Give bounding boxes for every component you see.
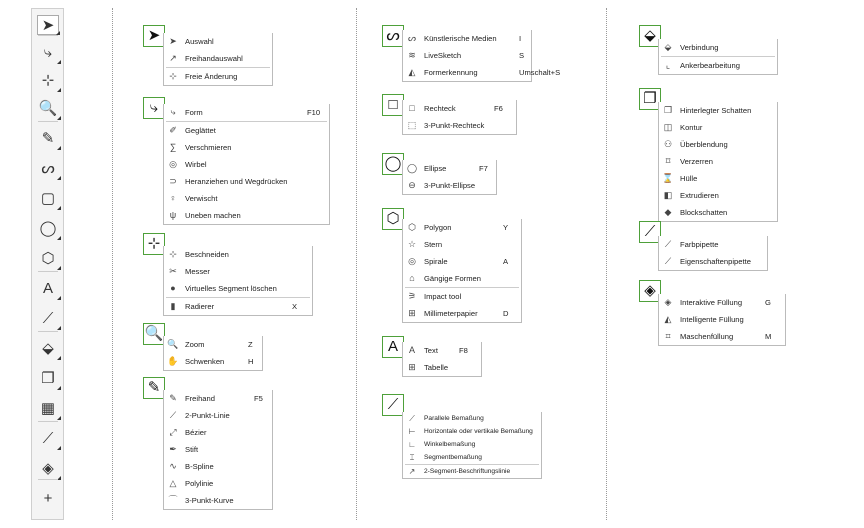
effects-item-0-icon: ❐ (663, 105, 673, 115)
freehand-menu-item-4[interactable] (164, 458, 272, 475)
menu-item-label: 2-Punkt-Linie (185, 411, 230, 420)
shape-item-5-icon: ♀ (169, 193, 177, 203)
text-flyout-menu (402, 342, 482, 377)
connector-menu-item-0[interactable] (659, 39, 777, 56)
freehand-menu-item-5[interactable] (164, 475, 272, 492)
menu-item-label: Künstlerische Medien (424, 34, 497, 43)
eyedropper-flyout-tool-icon[interactable]: ⟋ (639, 221, 661, 243)
menu-item-label: Eigenschaftenpipette (680, 257, 751, 266)
pick-flyout-tool-icon[interactable]: ➤ (143, 25, 165, 47)
flyout-arrow-icon (57, 356, 61, 360)
dimension-menu-item-2[interactable] (403, 438, 541, 451)
polygon-tool-icon[interactable]: ⬡ (37, 249, 59, 269)
menu-item-label: Heranziehen und Wegdrücken (185, 177, 288, 186)
menu-item-shortcut: F10 (307, 108, 321, 117)
menu-item-label: LiveSketch (424, 51, 462, 60)
shape-flyout-tool-icon[interactable]: ⤷ (143, 97, 165, 119)
crop-flyout-menu (163, 246, 313, 316)
menu-item-label: Intelligente Füllung (680, 315, 744, 324)
toolbar-separator (38, 35, 58, 36)
effects-menu-item-6[interactable] (659, 204, 777, 221)
toolbar-separator (38, 271, 58, 272)
freehand-item-3-icon: ✒ (169, 444, 177, 454)
shape-item-4-icon: ⊃ (169, 176, 177, 186)
rectangle-tool-icon[interactable]: ▢ (37, 189, 59, 209)
flyout-arrow-icon (57, 176, 61, 180)
menu-item-label: Polygon (424, 223, 452, 232)
menu-item-label: Zoom (185, 340, 205, 349)
dimension-item-4-icon: ↗ (408, 467, 416, 476)
polygon-menu-item-0[interactable] (403, 219, 521, 236)
ellipse-item-0-icon: ◯ (406, 163, 418, 173)
menu-item-label: Freihand (185, 394, 215, 403)
dimension-item-0-icon: ⟋ (409, 414, 415, 423)
menu-item-label: Hinterlegter Schatten (680, 106, 752, 115)
dimension-flyout-menu (402, 412, 542, 479)
menu-item-label: Text (424, 346, 438, 355)
toolbar-separator (38, 331, 58, 332)
pick-menu-item-0[interactable] (164, 33, 272, 50)
freehand-menu-item-3[interactable] (164, 441, 272, 458)
crop-tool-icon[interactable]: ⊹ (37, 71, 59, 91)
menu-item-shortcut: Umschalt+S (519, 68, 561, 77)
connector-item-1-icon: ⌞ (665, 60, 671, 70)
crop-menu-item-3[interactable] (164, 298, 312, 315)
flyout-arrow-icon (57, 326, 61, 330)
text-menu-item-1[interactable] (403, 359, 481, 376)
menu-item-label: Form (185, 108, 203, 117)
pick-menu-item-2[interactable] (164, 68, 272, 85)
fill-menu-item-2[interactable] (659, 328, 785, 345)
menu-item-label: B-Spline (185, 462, 214, 471)
freehand-tool-icon[interactable]: ✎ (37, 129, 59, 149)
menu-item-label: 3-Punkt-Rechteck (424, 121, 485, 130)
menu-item-label: Parallele Bemaßung (424, 415, 484, 422)
crop-item-3-icon: ▮ (170, 301, 176, 311)
freehand-menu-item-0[interactable] (164, 390, 272, 407)
menu-item-label: Segmentbemaßung (424, 454, 482, 461)
flyout-arrow-icon (57, 206, 61, 210)
dimension-tool-icon[interactable]: ⟋ (37, 309, 59, 329)
menu-item-shortcut: X (292, 302, 298, 311)
artistic-flyout-menu (402, 30, 561, 82)
eyedropper-menu-item-0[interactable] (659, 236, 767, 253)
polygon-item-3-icon: ⌂ (409, 273, 415, 283)
menu-item-label: Impact tool (424, 292, 462, 301)
artistic-menu-item-2[interactable] (403, 64, 561, 81)
menu-item-label: 3-Punkt-Ellipse (424, 181, 476, 190)
fill-item-0-icon: ◈ (664, 297, 672, 307)
polygon-item-4-icon: ⚞ (407, 291, 417, 301)
toolbar-separator (38, 121, 58, 122)
pick-tool-icon[interactable]: ➤ (37, 15, 59, 35)
pick-item-0-icon: ➤ (169, 36, 177, 46)
rectangle-item-1-icon: ⬚ (407, 120, 417, 130)
shape-item-6-icon: ψ (169, 210, 177, 220)
shape-item-2-icon: ∑ (169, 142, 177, 152)
effects-menu-item-3[interactable] (659, 153, 777, 170)
rectangle-flyout-menu (402, 100, 517, 135)
column-divider (356, 8, 357, 520)
eyedropper-menu-item-1[interactable] (659, 253, 767, 270)
flyout-arrow-icon (57, 266, 61, 270)
menu-item-label: Maschenfüllung (680, 332, 734, 341)
text-tool-icon[interactable]: A (37, 279, 59, 299)
shape-menu-item-4[interactable] (164, 173, 329, 190)
fill-menu-item-1[interactable] (659, 311, 785, 328)
zoom-flyout-tool-icon[interactable]: 🔍 (143, 323, 165, 345)
crop-item-0-icon: ⊹ (169, 249, 177, 259)
polygon-item-1-icon: ☆ (407, 239, 417, 249)
transparency-tool-icon[interactable]: ▦ (37, 399, 59, 419)
dimension-item-1-icon: ⊢ (408, 427, 416, 436)
menu-item-label: Extrudieren (680, 191, 719, 200)
menu-item-shortcut: F6 (494, 104, 503, 113)
zoom-menu-item-1[interactable] (164, 353, 262, 370)
menu-item-shortcut: I (519, 34, 522, 43)
freehand-flyout-tool-icon[interactable]: ✎ (143, 377, 165, 399)
shape-item-1-icon: ✐ (169, 125, 177, 135)
menu-item-shortcut: Z (248, 340, 253, 349)
menu-item-label: 2-Segment-Beschriftungslinie (424, 468, 511, 475)
menu-item-label: Farbpipette (680, 240, 719, 249)
rectangle-menu-item-0[interactable] (403, 100, 516, 117)
shape-menu-item-5[interactable] (164, 190, 329, 207)
menu-item-label: Tabelle (424, 363, 449, 372)
menu-item-label: Verschmieren (185, 143, 232, 152)
menu-item-shortcut: D (503, 309, 509, 318)
menu-item-label: Rechteck (424, 104, 456, 113)
ellipse-flyout-tool-icon[interactable]: ◯ (382, 153, 404, 175)
artistic-menu-item-1[interactable] (403, 47, 531, 64)
freehand-menu-item-1[interactable] (164, 407, 272, 424)
connector-item-0-icon: ⬙ (664, 42, 672, 52)
flyout-arrow-icon (57, 386, 61, 390)
polygon-item-2-icon: ◎ (408, 256, 416, 266)
text-menu-item-0[interactable] (403, 342, 481, 359)
polygon-menu-item-5[interactable] (403, 305, 521, 322)
menu-item-label: Radierer (185, 302, 215, 311)
polygon-flyout-menu (402, 219, 522, 323)
pick-menu-item-1[interactable] (164, 50, 272, 67)
menu-item-label: Überblendung (680, 140, 728, 149)
effects-flyout-menu (658, 102, 778, 222)
toolbar-separator (38, 421, 58, 422)
menu-item-label: Ellipse (424, 164, 447, 173)
crop-flyout-tool-icon[interactable]: ⊹ (143, 233, 165, 255)
menu-item-shortcut: S (519, 51, 525, 60)
effects-item-1-icon: ◫ (663, 122, 673, 132)
effects-item-6-icon: ◆ (664, 207, 672, 217)
connector-menu-item-1[interactable] (659, 57, 777, 74)
flyout-arrow-icon (57, 446, 61, 450)
artistic-item-2-icon: ◭ (408, 67, 416, 77)
connector-flyout-tool-icon[interactable]: ⬙ (639, 25, 661, 47)
menu-item-label: Freihandauswahl (185, 54, 243, 63)
menu-item-label: Kontur (680, 123, 703, 132)
menu-item-label: Geglättet (185, 126, 216, 135)
effects-menu-item-4[interactable] (659, 170, 777, 187)
column-divider (112, 8, 113, 520)
freehand-item-0-icon: ✎ (169, 393, 177, 403)
menu-item-label: Uneben machen (185, 211, 241, 220)
crop-menu-item-1[interactable] (164, 263, 312, 280)
shape-menu-item-1[interactable] (164, 122, 329, 139)
menu-item-label: Wirbel (185, 160, 207, 169)
pick-item-2-icon: ⊹ (169, 71, 177, 81)
column-divider (606, 8, 607, 520)
zoom-item-0-icon: 🔍 (167, 339, 179, 349)
menu-item-label: Formerkennung (424, 68, 478, 77)
text-item-1-icon: ⊞ (408, 362, 416, 372)
artistic-item-1-icon: ≋ (408, 50, 416, 60)
effects-flyout-tool-icon[interactable]: ❐ (639, 88, 661, 110)
shape-menu-item-2[interactable] (164, 139, 329, 156)
menu-item-shortcut: G (765, 298, 771, 307)
menu-item-label: Auswahl (185, 37, 214, 46)
polygon-menu-item-3[interactable] (403, 270, 521, 287)
flyout-arrow-icon (57, 88, 61, 92)
text-item-0-icon: A (408, 345, 415, 355)
zoom-flyout-menu (163, 336, 263, 371)
artistic-media-tool-icon[interactable]: ᔕ (37, 159, 59, 179)
freehand-item-1-icon: ⟋ (169, 410, 177, 420)
freehand-item-5-icon: △ (169, 478, 177, 488)
flyout-arrow-icon (57, 296, 61, 300)
fill-item-2-icon: ⌗ (665, 331, 671, 341)
menu-item-label: Ankerbearbeitung (680, 61, 740, 70)
polygon-menu-item-1[interactable] (403, 236, 521, 253)
menu-item-label: Hülle (680, 174, 698, 183)
menu-item-shortcut: F7 (479, 164, 488, 173)
menu-item-label: Winkelbemaßung (424, 441, 476, 448)
menu-item-shortcut: H (248, 357, 254, 366)
eyedropper-item-0-icon: ⟋ (664, 239, 672, 249)
polygon-item-0-icon: ⬡ (408, 222, 416, 232)
menu-item-label: Millimeterpapier (424, 309, 478, 318)
freehand-flyout-menu (163, 390, 273, 510)
menu-item-label: Stern (424, 240, 443, 249)
zoom-menu-item-0[interactable] (164, 336, 262, 353)
freehand-item-6-icon: ⌒ (168, 495, 178, 505)
ellipse-menu-item-0[interactable] (403, 160, 496, 177)
polygon-item-5-icon: ⊞ (408, 308, 416, 318)
text-flyout-tool-icon[interactable]: A (382, 336, 404, 358)
artistic-menu-item-0[interactable] (403, 30, 531, 47)
menu-item-label: Blockschatten (680, 208, 728, 217)
dimension-menu-item-1[interactable] (403, 425, 541, 438)
fill-item-1-icon: ◭ (664, 314, 672, 324)
dimension-menu-item-3[interactable] (403, 451, 541, 464)
rectangle-item-0-icon: □ (409, 103, 415, 113)
menu-item-label: Verzerren (680, 157, 713, 166)
freehand-menu-item-6[interactable] (164, 492, 272, 509)
menu-item-label: Schwenken (185, 357, 225, 366)
menu-item-shortcut: F5 (254, 394, 263, 403)
shape-tool-icon[interactable]: ⤷ (37, 43, 59, 63)
connector-flyout-menu (658, 39, 778, 75)
dimension-item-2-icon: ∟ (408, 440, 416, 449)
rectangle-flyout-tool-icon[interactable]: □ (382, 94, 404, 116)
connector-tool-icon[interactable]: ⬙ (37, 339, 59, 359)
freehand-item-2-icon: ⤢ (169, 427, 177, 437)
menu-item-label: Verbindung (680, 43, 719, 52)
fill-flyout-tool-icon[interactable]: ◈ (639, 280, 661, 302)
menu-item-shortcut: A (503, 257, 509, 266)
polygon-menu-item-2[interactable] (403, 253, 521, 270)
ellipse-menu-item-1[interactable] (403, 177, 496, 194)
pick-item-1-icon: ↗ (169, 53, 177, 63)
crop-item-2-icon: ● (170, 283, 176, 293)
freehand-item-4-icon: ∿ (169, 461, 177, 471)
flyout-arrow-icon (57, 116, 61, 120)
effects-menu-item-1[interactable] (659, 119, 777, 136)
menu-item-label: Messer (185, 267, 210, 276)
menu-item-label: Horizontale oder vertikale Bemaßung (424, 428, 533, 435)
effects-item-3-icon: ⌑ (665, 156, 671, 166)
eyedropper-tool-icon[interactable]: ⟋ (37, 429, 59, 449)
rectangle-menu-item-1[interactable] (403, 117, 516, 134)
crop-menu-item-2[interactable] (164, 280, 312, 297)
menu-item-label: 3-Punkt-Kurve (185, 496, 234, 505)
menu-item-label: Virtuelles Segment löschen (185, 284, 277, 293)
shape-menu-item-3[interactable] (164, 156, 329, 173)
effects-item-5-icon: ◧ (663, 190, 673, 200)
flyout-arrow-icon (57, 146, 61, 150)
zoom-item-1-icon: ✋ (167, 356, 179, 366)
zoom-tool-icon[interactable]: 🔍 (37, 99, 59, 119)
menu-item-shortcut: F8 (459, 346, 468, 355)
dimension-menu-item-0[interactable] (403, 412, 541, 425)
eyedropper-flyout-menu (658, 236, 768, 271)
fill-tool-icon[interactable]: ◈ (37, 459, 59, 479)
menu-item-shortcut: Y (503, 223, 509, 232)
effects-menu-item-5[interactable] (659, 187, 777, 204)
shape-flyout-menu (163, 104, 330, 225)
dimension-menu-item-4[interactable] (403, 465, 541, 478)
shape-item-0-icon: ⤷ (170, 107, 176, 117)
dimension-item-3-icon: ⌶ (409, 453, 415, 462)
menu-item-label: Verwischt (185, 194, 218, 203)
crop-item-1-icon: ✂ (169, 266, 177, 276)
dimension-flyout-tool-icon[interactable]: ⟋ (382, 394, 404, 416)
polygon-menu-item-4[interactable] (403, 288, 521, 305)
crop-menu-item-0[interactable] (164, 246, 312, 263)
freehand-menu-item-2[interactable] (164, 424, 272, 441)
ellipse-item-1-icon: ⊖ (408, 180, 416, 190)
eyedropper-item-1-icon: ⟋ (664, 256, 672, 266)
artistic-item-0-icon: ᔕ (407, 33, 417, 43)
add-tool-icon[interactable]: + (43, 490, 53, 507)
shape-menu-item-0[interactable] (164, 104, 329, 121)
ellipse-tool-icon[interactable]: ◯ (37, 219, 59, 239)
shape-menu-item-6[interactable] (164, 207, 329, 224)
menu-item-label: Polylinie (185, 479, 214, 488)
ellipse-flyout-menu (402, 160, 497, 195)
menu-item-label: Beschneiden (185, 250, 229, 259)
effects-menu-item-0[interactable] (659, 102, 777, 119)
menu-item-label: Stift (185, 445, 199, 454)
menu-item-shortcut: M (765, 332, 772, 341)
shape-item-3-icon: ◎ (169, 159, 177, 169)
shadow-tool-icon[interactable]: ❐ (37, 369, 59, 389)
toolbar-separator (38, 479, 58, 480)
flyout-arrow-icon (57, 60, 61, 64)
effects-item-4-icon: ⌛ (662, 173, 674, 183)
toolbox (31, 8, 64, 520)
menu-item-label: Gängige Formen (424, 274, 481, 283)
effects-item-2-icon: ⚇ (663, 139, 673, 149)
pick-flyout-menu (163, 33, 273, 86)
artistic-flyout-tool-icon[interactable]: ᔕ (382, 25, 404, 47)
menu-item-label: Spirale (424, 257, 448, 266)
flyout-arrow-icon (57, 236, 61, 240)
menu-item-label: Bézier (185, 428, 207, 437)
flyout-arrow-icon (57, 416, 61, 420)
polygon-flyout-tool-icon[interactable]: ⬡ (382, 208, 404, 230)
menu-item-label: Interaktive Füllung (680, 298, 743, 307)
fill-menu-item-0[interactable] (659, 294, 785, 311)
effects-menu-item-2[interactable] (659, 136, 777, 153)
menu-item-label: Freie Änderung (185, 72, 238, 81)
fill-flyout-menu (658, 294, 786, 346)
